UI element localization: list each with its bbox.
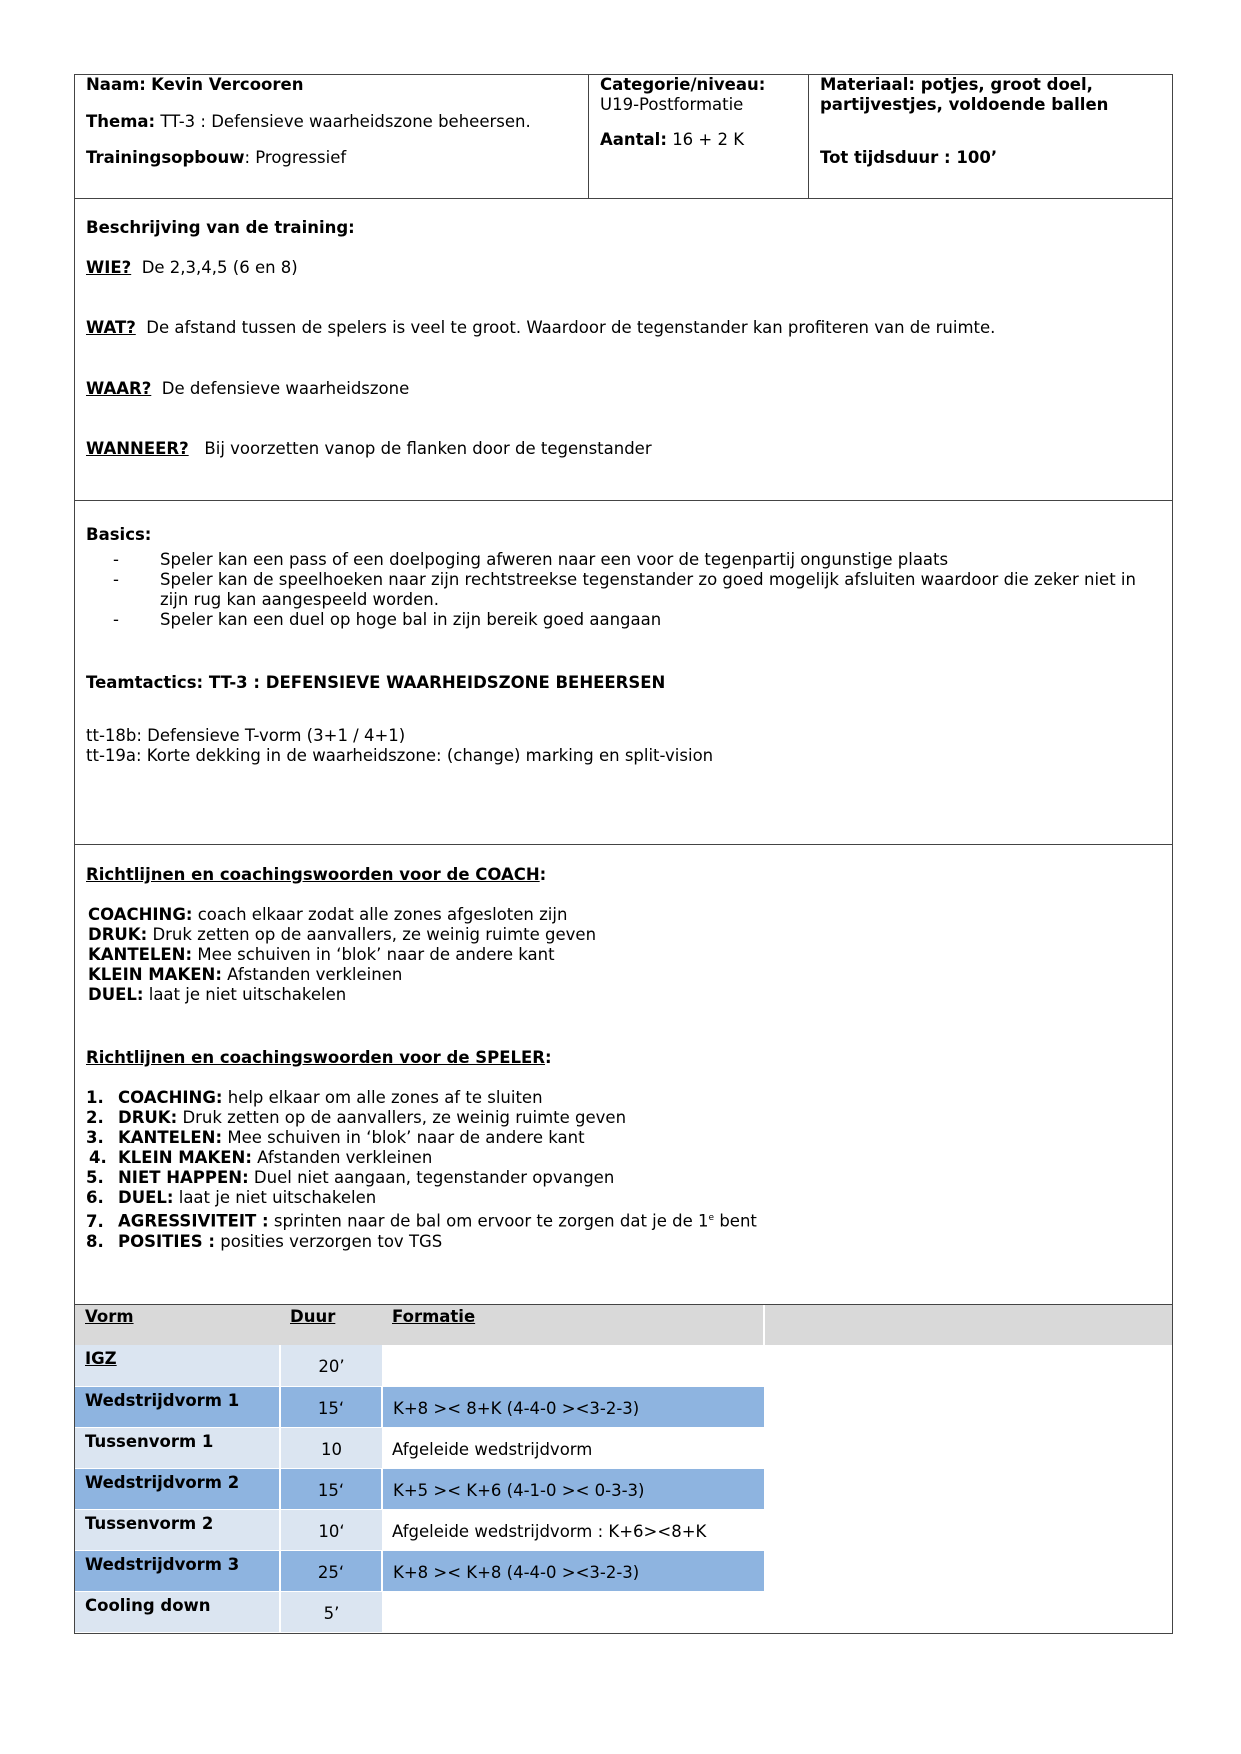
when-label: WANNEER? (86, 439, 189, 458)
player-list (86, 1088, 757, 1252)
total-duration: Tot tijdsduur : 100’ (820, 148, 998, 167)
duur-cell: 15‘ (280, 1468, 382, 1509)
what-line (86, 318, 1152, 338)
teamtactics-title: Teamtactics: TT-3 : DEFENSIEVE WAARHEIDSZONE BEHEERSEN (86, 673, 666, 692)
formatie-cell (382, 1345, 764, 1386)
count-label: Aantal: (600, 130, 667, 149)
empty-cell (764, 1386, 1172, 1427)
column-header: Formatie (382, 1305, 764, 1345)
table-row (75, 1550, 1172, 1591)
list-item: 2. DRUK: Druk zetten op de aanvallers, ze weinig ruimte geven (86, 1108, 627, 1127)
duur-cell: 25‘ (280, 1550, 382, 1591)
list-item: 6. DUEL: laat je niet uitschakelen (86, 1188, 377, 1207)
coaching-section (75, 845, 1172, 1305)
who-value: De 2,3,4,5 (6 en 8) (141, 258, 298, 277)
who-label: WIE? (86, 258, 132, 277)
category-value: U19-Postformatie (600, 95, 744, 114)
empty-cell (764, 1509, 1172, 1550)
empty-cell (764, 1550, 1172, 1591)
header-row (75, 75, 1172, 199)
duur-cell: 20’ (280, 1345, 382, 1386)
vorm-cell: Wedstrijdvorm 2 (75, 1468, 280, 1509)
teamtactic-item: tt-19a: Korte dekking in de waarheidszone: (change) marking en split-vision (86, 746, 714, 765)
empty-cell (764, 1427, 1172, 1468)
vorm-cell: Cooling down (75, 1591, 280, 1632)
theme-line (86, 112, 580, 132)
table-row (75, 1427, 1172, 1468)
theme-value: TT-3 : Defensieve waarheidszone beheersen. (160, 112, 531, 131)
formatie-cell: K+5 >< K+6 (4-1-0 >< 0-3-3) (382, 1468, 764, 1509)
material-text: Materiaal: potjes, groot doel, partijvestjes, voldoende ballen (820, 75, 1109, 114)
list-bullet: - (113, 610, 119, 629)
empty-cell (764, 1345, 1172, 1386)
list-item: Speler kan een duel op hoge bal in zijn bereik goed aangaan (160, 610, 662, 629)
duur-cell: 5’ (280, 1591, 382, 1632)
when-line (86, 439, 1152, 459)
list-item: 4. KLEIN MAKEN: Afstanden verkleinen (89, 1148, 433, 1167)
list-item: Speler kan een pass of een doelpoging afweren naar een voor de tegenpartij ongunstige plaats (160, 550, 949, 569)
formatie-cell: Afgeleide wedstrijdvorm (382, 1427, 764, 1468)
what-value: De afstand tussen de spelers is veel te groot. Waardoor de tegenstander kan profiteren van de ruimte. (146, 318, 996, 337)
formatie-cell: Afgeleide wedstrijdvorm : K+6><8+K (382, 1509, 764, 1550)
vorm-cell: IGZ (75, 1345, 280, 1386)
column-header: Duur (280, 1305, 382, 1345)
training-plan-table (75, 1305, 1172, 1633)
duur-cell: 10 (280, 1427, 382, 1468)
list-item: 5. NIET HAPPEN: Duel niet aangaan, tegenstander opvangen (86, 1168, 615, 1187)
structure-label: Trainingsopbouw (86, 148, 245, 167)
column-header-empty (764, 1305, 1172, 1345)
name-label: Naam: (86, 75, 146, 94)
table-row (75, 1345, 1172, 1386)
duur-cell: 10‘ (280, 1509, 382, 1550)
list-item: KANTELEN: Mee schuiven in ‘blok’ naar de andere kant (88, 945, 555, 964)
basics-section (75, 501, 1172, 845)
empty-cell (764, 1591, 1172, 1632)
column-header: Vorm (75, 1305, 280, 1345)
name-value: Kevin Vercooren (151, 75, 304, 94)
category-label: Categorie/niveau: (600, 75, 766, 94)
list-item: COACHING: coach elkaar zodat alle zones afgesloten zijn (88, 905, 568, 924)
structure-line (86, 148, 580, 168)
vorm-cell: Wedstrijdvorm 3 (75, 1550, 280, 1591)
teamtactic-item: tt-18b: Defensieve T-vorm (3+1 / 4+1) (86, 726, 406, 745)
list-item: 8. POSITIES : posities verzorgen tov TGS (86, 1231, 443, 1251)
table-row (75, 1509, 1172, 1550)
structure-value: : Progressief (244, 148, 347, 167)
duur-cell: 15‘ (280, 1386, 382, 1427)
table-row (75, 1386, 1172, 1427)
empty-cell (764, 1468, 1172, 1509)
list-item: Speler kan de speelhoeken naar zijn rechtstreekse tegenstander zo goed mogelijk afsluiten waardoor die zeker niet in zijn rug kan aangespeeld worden. (160, 570, 1136, 609)
where-label: WAAR? (86, 379, 152, 398)
where-value: De defensieve waarheidszone (161, 379, 410, 398)
header-info-cell (75, 75, 588, 198)
theme-label: Thema: (86, 112, 156, 131)
formatie-cell: K+8 >< K+8 (4-4-0 ><3-2-3) (382, 1550, 764, 1591)
list-item: DUEL: laat je niet uitschakelen (88, 985, 347, 1004)
description-title: Beschrijving van de training: (86, 218, 355, 237)
formatie-cell (382, 1591, 764, 1632)
header-category-cell (588, 75, 808, 198)
list-item: 3. KANTELEN: Mee schuiven in ‘blok’ naar de andere kant (86, 1128, 585, 1147)
coach-title: Richtlijnen en coachingswoorden voor de COACH: (86, 865, 547, 884)
list-item: 1. COACHING: help elkaar om alle zones af te sluiten (86, 1088, 543, 1107)
count-value: 16 + 2 K (672, 130, 745, 149)
description-section (75, 199, 1172, 501)
name-line (86, 75, 580, 95)
list-bullet: - (113, 550, 119, 569)
list-item: 7. AGRESSIVITEIT : sprinten naar de bal om ervoor te zorgen dat je de 1e bent (86, 1211, 757, 1231)
basics-title: Basics: (86, 525, 152, 544)
vorm-cell: Tussenvorm 2 (75, 1509, 280, 1550)
header-material-cell (808, 75, 1172, 198)
table-row (75, 1468, 1172, 1509)
list-item: KLEIN MAKEN: Afstanden verkleinen (88, 965, 403, 984)
coach-list (88, 905, 596, 1005)
who-line (86, 258, 1152, 278)
table-header-row (75, 1305, 1172, 1345)
count-line (600, 130, 800, 150)
where-line (86, 379, 1152, 399)
training-sheet (74, 74, 1173, 1634)
vorm-cell: Tussenvorm 1 (75, 1427, 280, 1468)
what-label: WAT? (86, 318, 136, 337)
list-bullet: - (113, 570, 119, 589)
list-item: DRUK: Druk zetten op de aanvallers, ze weinig ruimte geven (88, 925, 597, 944)
player-title: Richtlijnen en coachingswoorden voor de SPELER: (86, 1048, 552, 1067)
formatie-cell: K+8 >< 8+K (4-4-0 ><3-2-3) (382, 1386, 764, 1427)
when-value: Bij voorzetten vanop de flanken door de tegenstander (204, 439, 652, 458)
table-row (75, 1591, 1172, 1632)
vorm-cell: Wedstrijdvorm 1 (75, 1386, 280, 1427)
